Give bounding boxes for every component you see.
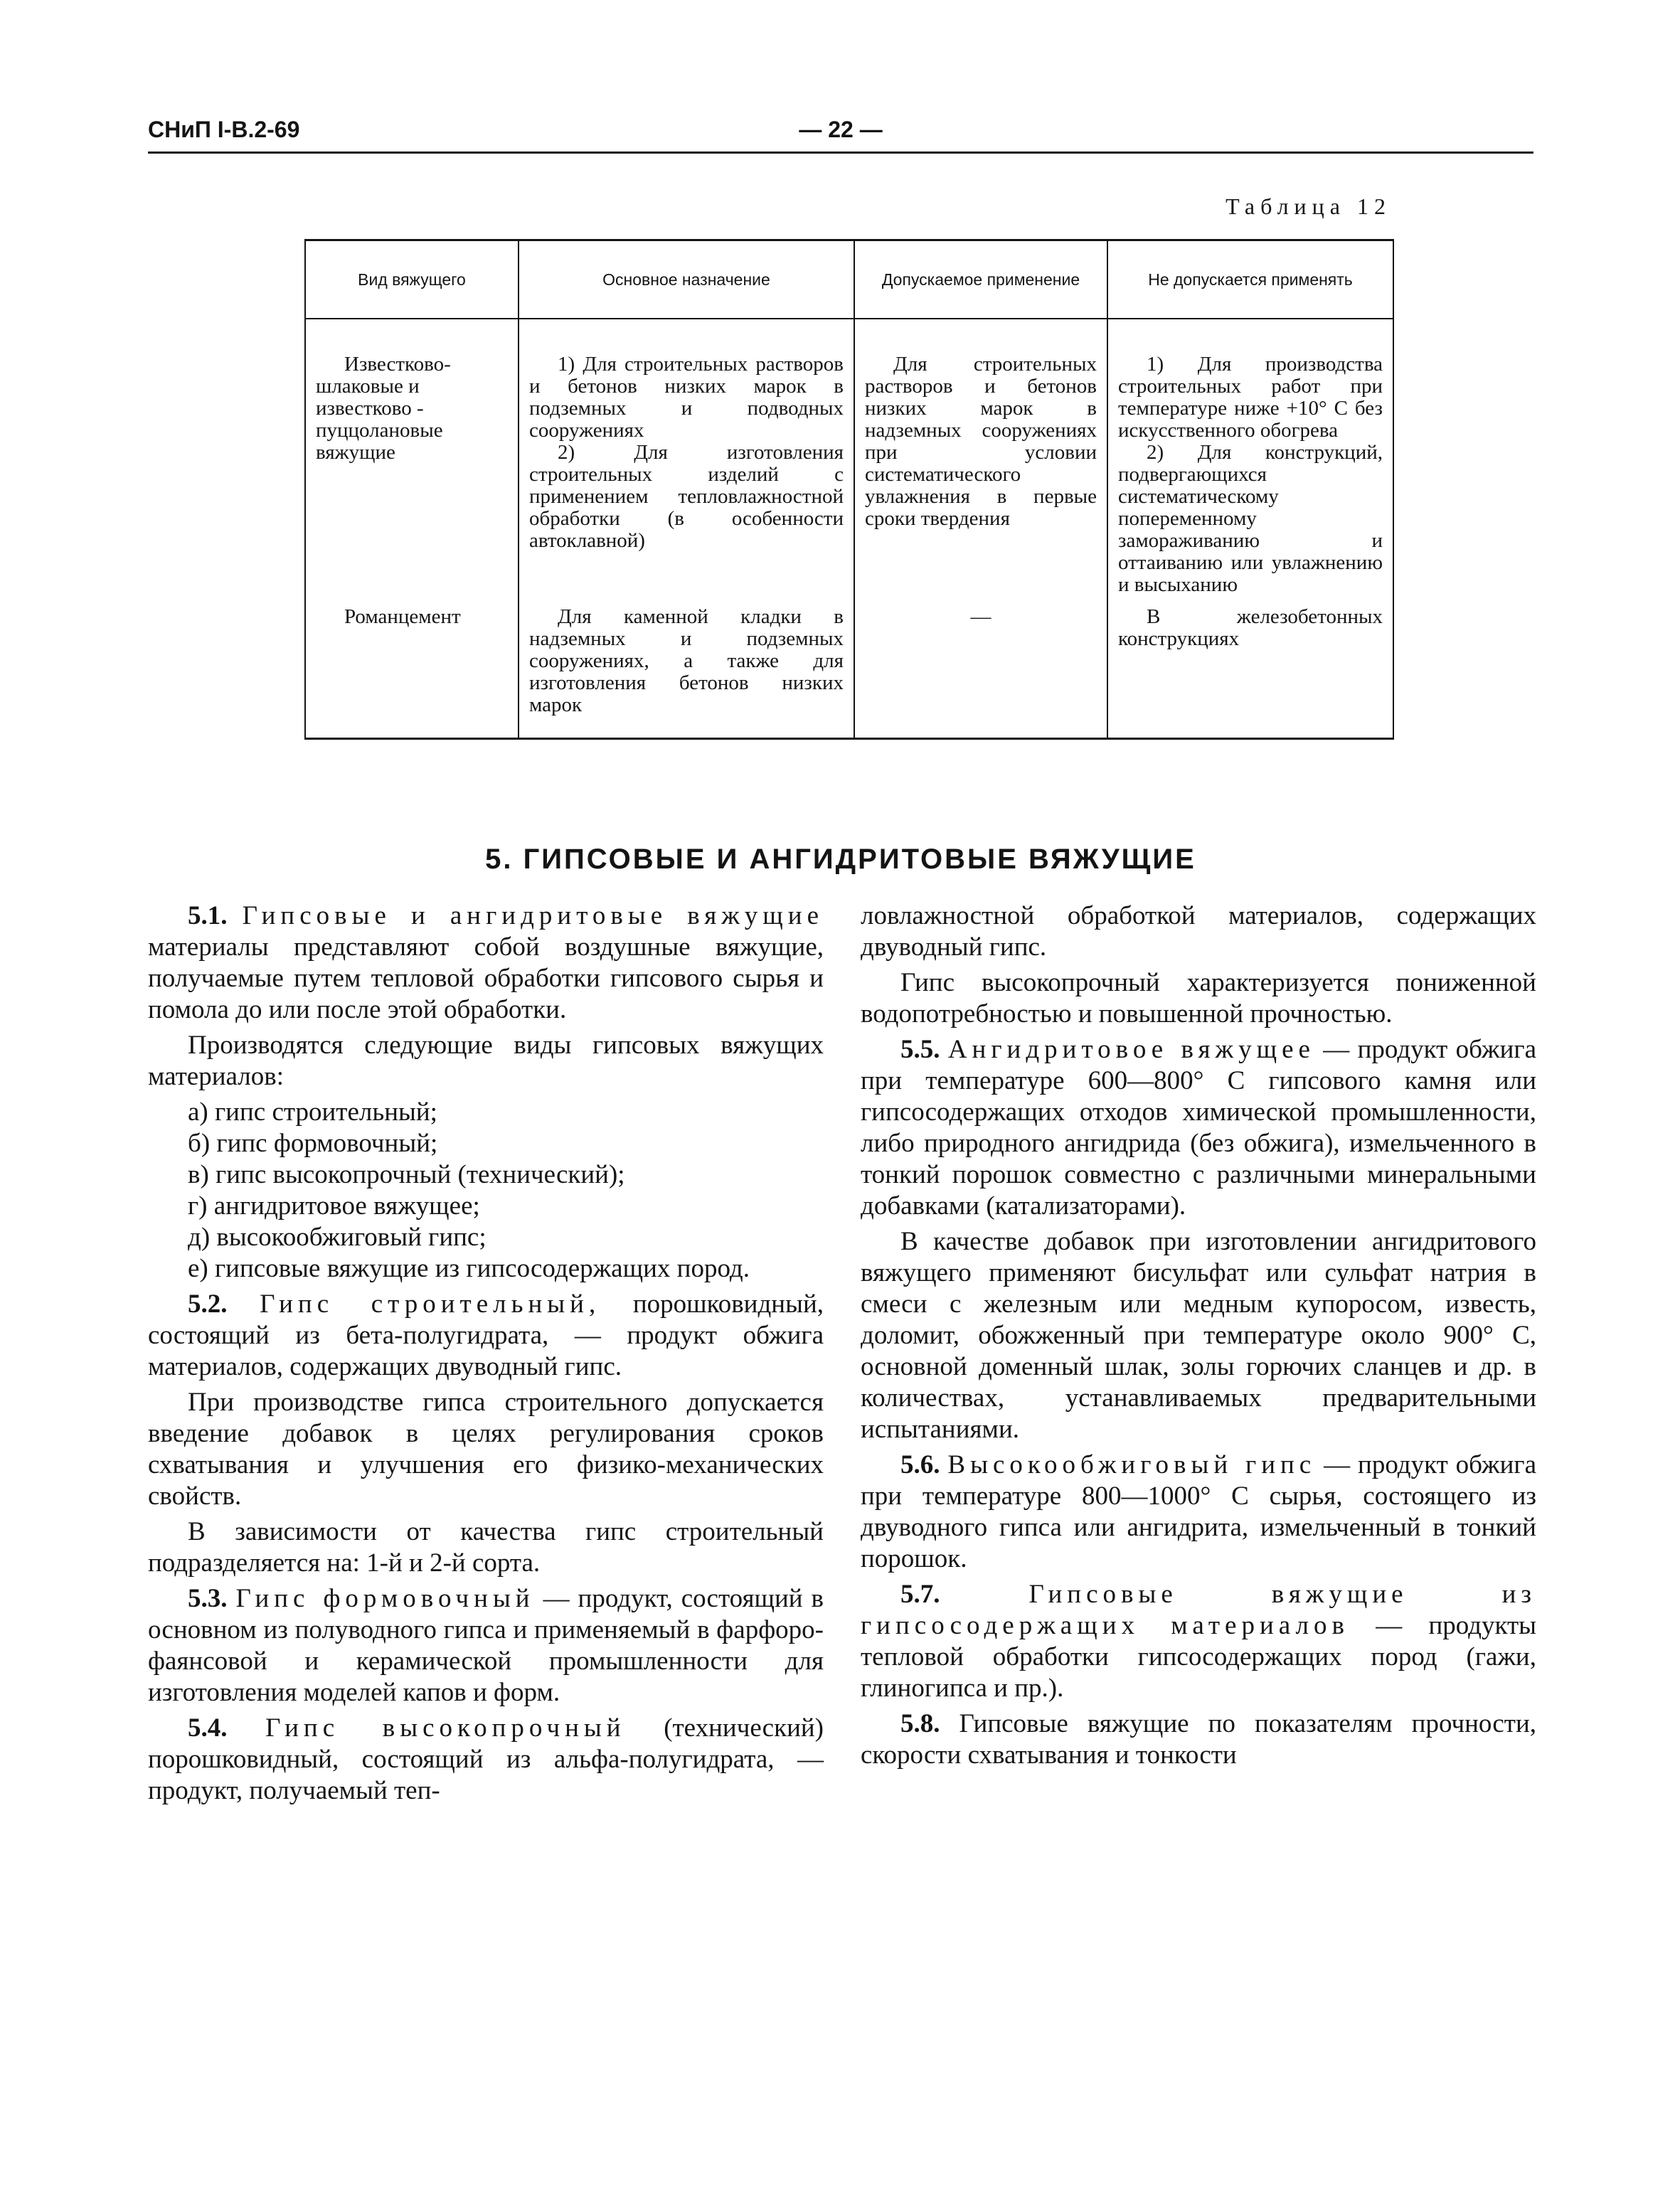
cell-text: —	[970, 605, 991, 628]
clause-number: 5.1.	[188, 901, 228, 930]
paragraph-types: Производятся следующие виды гипсовых вяжущих материалов:	[148, 1031, 824, 1091]
paragraph: В зависимости от качества гипс строительный подразделяется на: 1-й и 2-й сорта.	[148, 1517, 824, 1578]
paragraph-continued: ловлажностной обработкой материалов, содержащих двуводный гипс.	[861, 901, 1536, 962]
header-rule	[148, 151, 1533, 154]
paragraph: При производстве гипса строительного допускается введение добавок в целях регулирования сроков схватывания и улучшения его физико-механических свойств.	[148, 1388, 824, 1511]
paragraph: Гипс высокопрочный характеризуется пониженной водопотребностью и повышенной прочностью.	[861, 968, 1536, 1028]
cell-not-allowed	[1107, 319, 1393, 606]
clause-term: Ангидритовое вяжущее	[947, 1035, 1315, 1064]
paragraph-5-8	[861, 1708, 1536, 1771]
clause-number: 5.2.	[188, 1290, 228, 1319]
cell-allowed-use	[854, 606, 1107, 739]
table-caption: Таблица 12	[1226, 193, 1391, 219]
paragraph-5-6	[861, 1450, 1536, 1575]
list-item: б) гипс формовочный;	[188, 1129, 438, 1158]
list-item: д) высокообжиговый гипс;	[188, 1223, 487, 1252]
cell-not-allowed	[1107, 606, 1393, 739]
clause-text: (технический) порошковидный, состоящий из альфа-полугидрата, — продукт, получаемый теп-	[148, 1713, 824, 1805]
paragraph-5-5	[861, 1034, 1536, 1222]
table-row	[305, 606, 1393, 739]
clause-term: Высокообжиговый гипс	[947, 1450, 1317, 1479]
clause-text: материалы представляют собой воздушные вяжущие, получаемые путем тепловой обработки гипсового сырья и помола до или после этой обработки.	[148, 932, 824, 1024]
column-header-kind: Вид вяжущего	[305, 240, 519, 319]
right-column	[861, 900, 1536, 1775]
cell-text: 1) Для производства строительных работ при температуре ниже +10° С без искусственного обогрева	[1118, 353, 1383, 442]
clause-term: Гипсовые вяжущие из гипсосодержащих материалов	[861, 1580, 1536, 1640]
list-item: а) гипс строительный;	[188, 1097, 437, 1127]
clause-text: — продукты тепловой обработки гипсосодержащих пород (гажи, глиногипса и пр.).	[861, 1611, 1537, 1703]
section-title: 5. ГИПСОВЫЕ И АНГИДРИТОВЫЕ ВЯЖУЩИЕ	[485, 844, 1196, 875]
paragraph-5-1	[148, 900, 824, 1026]
cell-text: Для строительных растворов и бетонов низких марок в надземных сооружениях при условии систематического увлажнения в первые сроки твердения	[865, 353, 1097, 530]
clause-number: 5.4.	[188, 1713, 228, 1743]
paragraph-5-3	[148, 1583, 824, 1708]
clause-text: — продукт обжига при температуре 600—800° С гипсового камня или гипсосодержащих отходов химической промышленности, либо природного ангидрида (без обжига), измельченного в тонкий порошок совместно с различными минеральными добавками (катализаторами).	[861, 1035, 1537, 1221]
clause-text: порошковидный, состоящий из бета-полугидрата, — продукт обжига материалов, содержащих двуводный гипс.	[148, 1290, 824, 1381]
cell-kind	[305, 319, 519, 606]
binders-table	[304, 239, 1394, 740]
cell-text: 1) Для строительных растворов и бетонов низких марок в подземных и подводных сооружениях	[529, 353, 844, 442]
table-row	[305, 319, 1393, 606]
left-column	[148, 900, 824, 1811]
column-header-main-purpose: Основное назначение	[519, 240, 854, 319]
clause-number: 5.7.	[900, 1580, 940, 1609]
clause-number: 5.8.	[900, 1709, 940, 1738]
paragraph-5-7	[861, 1579, 1536, 1704]
page-header	[148, 117, 1533, 151]
clause-term: Гипс высокопрочный	[265, 1713, 626, 1743]
paragraph-5-2	[148, 1289, 824, 1383]
list-item: в) гипс высокопрочный (технический);	[188, 1160, 625, 1189]
list-item: г) ангидритовое вяжущее;	[188, 1191, 480, 1221]
table-header-row	[305, 240, 1393, 319]
clause-text: — продукт, состоящий в основном из полуводного гипса и применяемый в фарфоро-фаянсовой и керамической промышленности для изготовления моделей капов и форм.	[148, 1584, 824, 1707]
document-code: СНиП I-В.2-69	[148, 117, 300, 142]
paragraph: В качестве добавок при изготовлении ангидритового вяжущего применяют бисульфат или сульфат натрия в смеси с железным или медным купоросом, известь, доломит, обожженный при температуре около 900° С, основной доменный шлак, золы горючих сланцев и др. в количествах, устанавливаемых предварительными испытаниями.	[861, 1227, 1536, 1444]
column-header-not-allowed: Не допускается применять	[1107, 240, 1393, 319]
cell-text: 2) Для изготовления строительных изделий с применением тепловлажностной обработки (в особенности автоклавной)	[529, 441, 844, 552]
clause-text: — продукт обжига при температуре 800—1000° С сырья, состоящего из двуводного гипса или ангидрита, измельченный в тонкий порошок.	[861, 1450, 1537, 1573]
cell-text: Для каменной кладки в надземных и подземных сооружениях, а также для изготовления бетонов низких марок	[529, 605, 844, 716]
cell-main-purpose	[519, 319, 854, 606]
cell-text: Известково-шлаковые и известково - пуццолановые вяжущие	[316, 353, 451, 464]
cell-main-purpose	[519, 606, 854, 739]
column-header-allowed-use: Допускаемое применение	[854, 240, 1107, 319]
cell-allowed-use	[854, 319, 1107, 606]
list-item: е) гипсовые вяжущие из гипсосодержащих пород.	[188, 1254, 750, 1283]
cell-text: В железобетонных конструкциях	[1118, 605, 1383, 650]
clause-number: 5.3.	[188, 1584, 228, 1613]
cell-text: Романцемент	[344, 605, 461, 628]
cell-text: 2) Для конструкций, подвергающихся систематическому попеременному замораживанию и оттаиванию или увлажнению и высыханию	[1118, 441, 1383, 596]
clause-text: Гипсовые вяжущие по показателям прочности, скорости схватывания и тонкости	[861, 1709, 1536, 1770]
page-number: — 22 —	[799, 117, 883, 142]
clause-number: 5.6.	[900, 1450, 940, 1479]
clause-term: Гипс формовочный	[235, 1584, 535, 1613]
paragraph-5-4	[148, 1713, 824, 1807]
clause-number: 5.5.	[900, 1035, 940, 1064]
cell-kind	[305, 606, 519, 739]
clause-term: Гипсовые и ангидритовые вяжущие	[242, 901, 824, 930]
clause-term: Гипс строительный,	[260, 1290, 601, 1319]
